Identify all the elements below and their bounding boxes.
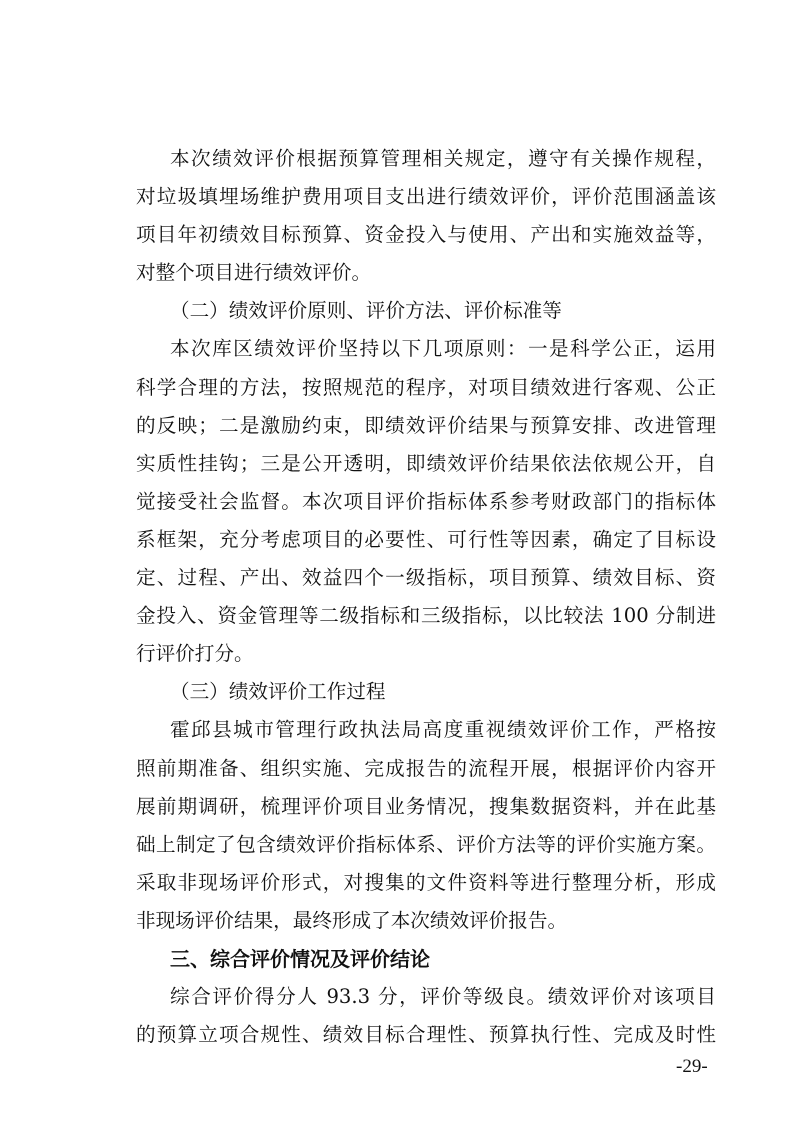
paragraph-line: 项目年初绩效目标预算、资金投入与使用、产出和实施效益等， (136, 223, 716, 247)
paragraph-line: 本次库区绩效评价坚持以下几项原则：一是科学公正，运用 (170, 337, 716, 361)
paragraph-line: 对垃圾填埋场维护费用项目支出进行绩效评价，评价范围涵盖该 (136, 185, 716, 209)
paragraph-line: 定、过程、产出、效益四个一级指标，项目预算、绩效目标、资 (136, 566, 716, 590)
paragraph-line: 照前期准备、组织实施、完成报告的流程开展，根据评价内容开 (136, 756, 716, 780)
paragraph-line: 采取非现场评价形式，对搜集的文件资料等进行整理分析，形成 (136, 870, 716, 894)
paragraph-line: 综合评价得分人 93.3 分，评价等级良。绩效评价对该项目 (170, 985, 716, 1009)
paragraph-line: 础上制定了包含绩效评价指标体系、评价方法等的评价实施方案。 (136, 832, 716, 856)
paragraph-line: 系框架，充分考虑项目的必要性、可行性等因素，确定了目标设 (136, 527, 716, 551)
paragraph-line: 科学合理的方法，按照规范的程序，对项目绩效进行客观、公正 (136, 375, 716, 399)
paragraph-line: 展前期调研，梳理评价项目业务情况，搜集数据资料，并在此基 (136, 794, 716, 818)
paragraph-line: 本次绩效评价根据预算管理相关规定，遵守有关操作规程， (170, 147, 716, 170)
paragraph-principles (136, 330, 716, 673)
subheading-principles-methods: （二）绩效评价原则、评价方法、评价标准等 (170, 299, 562, 323)
page-number: -29- (676, 1056, 708, 1077)
paragraph-line: 非现场评价结果，最终形成了本次绩效评价报告。 (136, 908, 568, 932)
paragraph-line: 实质性挂钩；三是公开透明，即绩效评价结果依法依规公开，自 (136, 451, 716, 475)
subheading-work-process: （三）绩效评价工作过程 (170, 680, 386, 704)
paragraph-evaluation-scope (136, 140, 716, 292)
paragraph-line: 行评价打分。 (136, 642, 254, 666)
paragraph-line: 霍邱县城市管理行政执法局高度重视绩效评价工作，严格按 (170, 718, 716, 742)
document-body (136, 140, 716, 1054)
paragraph-line: 觉接受社会监督。本次项目评价指标体系参考财政部门的指标体 (136, 489, 716, 513)
paragraph-line: 金投入、资金管理等二级指标和三级指标，以比较法 100 分制进 (136, 604, 716, 628)
paragraph-line: 对整个项目进行绩效评价。 (136, 261, 372, 285)
paragraph-overall-score (136, 978, 716, 1054)
section-heading-overall-evaluation: 三、综合评价情况及评价结论 (170, 946, 430, 971)
paragraph-line: 的反映；二是激励约束，即绩效评价结果与预算安排、改进管理 (136, 413, 716, 437)
paragraph-line: 的预算立项合规性、绩效目标合理性、预算执行性、完成及时性 (136, 1023, 716, 1047)
paragraph-work-process (136, 711, 716, 940)
